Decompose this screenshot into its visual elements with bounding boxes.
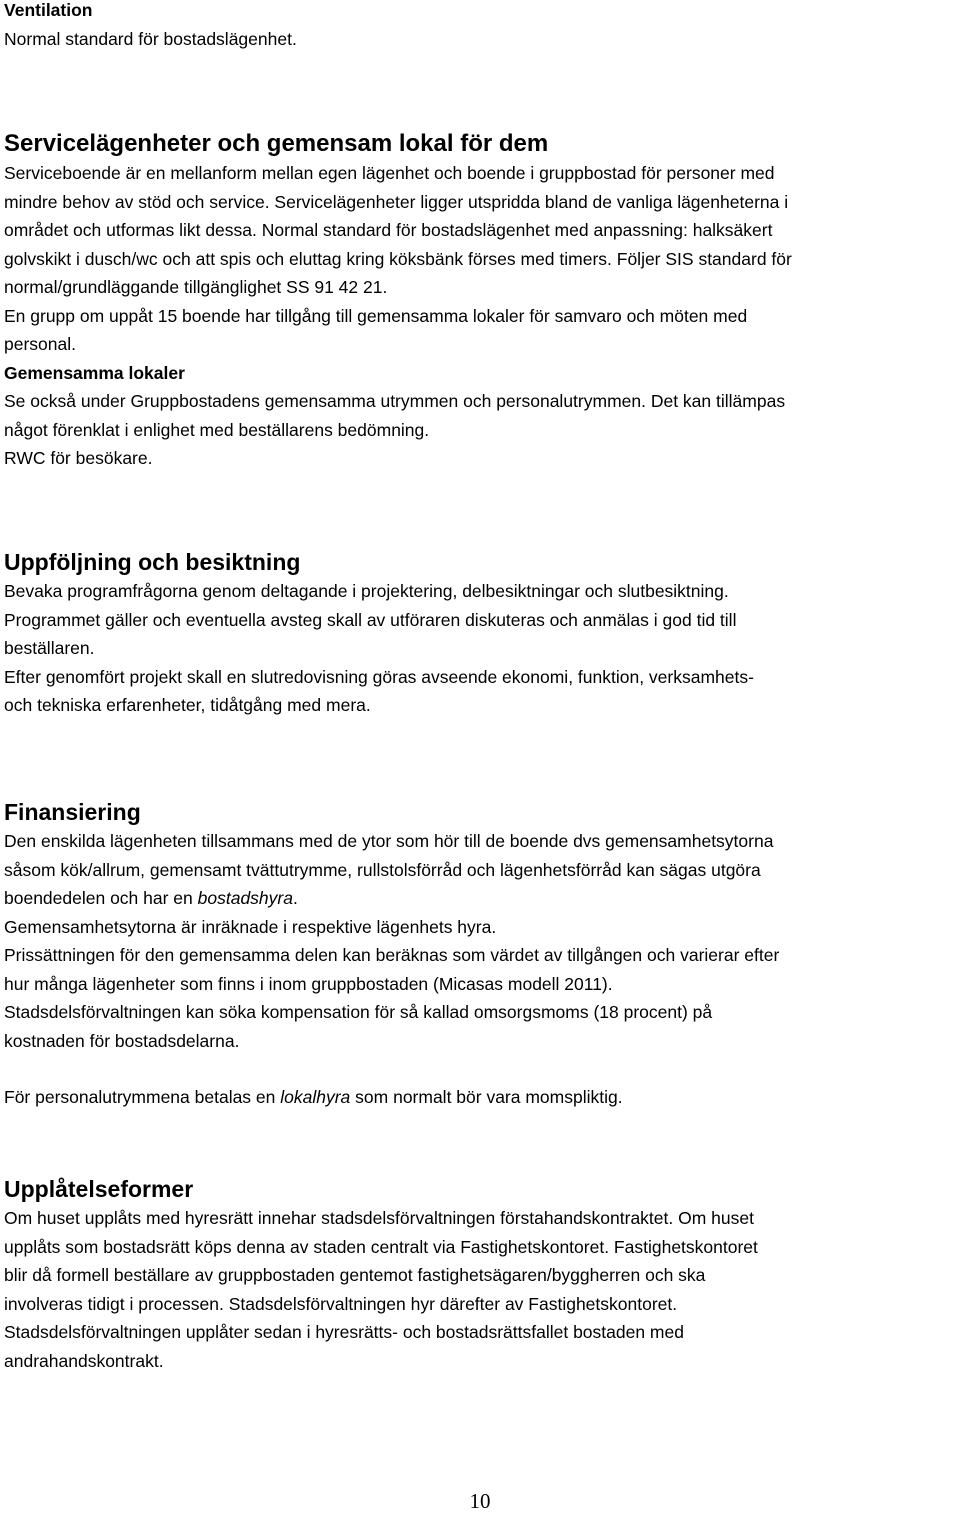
finance-line-4: Gemensamhetsytorna är inräknade i respektive lägenhets hyra. xyxy=(4,916,497,937)
service-line-3: området och utformas likt dessa. Normal standard för bostadslägenhet med anpassning: halksäkert xyxy=(4,220,773,240)
service-line-6: En grupp om uppåt 15 boende har tillgång till gemensamma lokaler för samvaro och möten med xyxy=(4,305,748,326)
followup-line-5: och tekniska erfarenheter, tidåtgång med mera. xyxy=(4,695,371,715)
service-line-10: RWC för besökare. xyxy=(4,448,153,468)
service-section xyxy=(4,129,792,473)
tenure-line-1: Om huset upplåts med hyresrätt innehar stadsdelsförvaltningen förstahandskontraktet. Om huset xyxy=(4,1208,754,1228)
finance-line-5: Prissättningen för den gemensamma delen kan beräknas som värdet av tillgången och varierar efter xyxy=(4,945,780,965)
followup-line-2: Programmet gäller och eventuella avsteg skall av utföraren diskuteras och anmälas i god tid till xyxy=(4,609,737,630)
finance-line-9: För personalutrymmena betalas en lokalhyra som normalt bör vara momspliktig. xyxy=(4,1087,623,1107)
common-spaces-subheading: Gemensamma lokaler xyxy=(4,362,185,383)
service-line-4: golvskikt i dusch/wc och att spis och eluttag kring köksbänk förses med timers. Följer SIS standard för xyxy=(4,248,792,269)
finance-section xyxy=(4,797,779,1112)
ventilation-heading: Ventilation xyxy=(4,0,93,20)
finance-line-1: Den enskilda lägenheten tillsammans med de ytor som hör till de boende dvs gemensamhetsytorna xyxy=(4,831,774,851)
service-line-7: personal. xyxy=(4,334,76,354)
finance-line-8: kostnaden för bostadsdelarna. xyxy=(4,1030,240,1051)
finance-line-3: boendedelen och har en bostadshyra. xyxy=(4,888,298,908)
service-line-1: Serviceboende är en mellanform mellan egen lägenhet och boende i gruppbostad för personer med xyxy=(4,163,775,183)
tenure-line-5: Stadsdelsförvaltningen upplåter sedan i hyresrätts- och bostadsrättsfallet bostaden med xyxy=(4,1322,684,1342)
tenure-line-4: involveras tidigt i processen. Stadsdelsförvaltningen hyr därefter av Fastighetskontoret. xyxy=(4,1293,678,1314)
finance-heading: Finansiering xyxy=(4,799,141,825)
service-heading: Servicelägenheter och gemensam lokal för dem xyxy=(4,130,549,157)
tenure-line-6: andrahandskontrakt. xyxy=(4,1350,164,1371)
finance-line-2: såsom kök/allrum, gemensamt tvättutrymme, rullstolsförråd och lägenhetsförråd kan sägas utgöra xyxy=(4,859,761,880)
followup-line-4: Efter genomfört projekt skall en slutredovisning göras avseende ekonomi, funktion, verksamhets- xyxy=(4,666,754,687)
tenure-line-2: upplåts som bostadsrätt köps denna av staden centralt via Fastighetskontoret. Fastighetskontoret xyxy=(4,1236,758,1257)
service-line-5: normal/grundläggande tillgänglighet SS 91 42 21. xyxy=(4,277,388,297)
page-number: 10 xyxy=(469,1489,491,1513)
followup-line-1: Bevaka programfrågorna genom deltagande i projektering, delbesiktningar och slutbesiktning. xyxy=(4,581,729,601)
tenure-line-3: blir då formell beställare av gruppbostaden gentemot fastighetsägaren/byggherren och ska xyxy=(4,1265,706,1285)
service-line-2: mindre behov av stöd och service. Servicelägenheter ligger utspridda bland de vanliga lägenheterna i xyxy=(4,191,789,212)
followup-heading: Uppföljning och besiktning xyxy=(4,549,301,575)
service-line-8: Se också under Gruppbostadens gemensamma utrymmen och personalutrymmen. Det kan tillämpas xyxy=(4,391,786,411)
finance-line-7: Stadsdelsförvaltningen kan söka kompensation för så kallad omsorgsmoms (18 procent) på xyxy=(4,1002,713,1022)
tenure-heading: Upplåtelseformer xyxy=(4,1176,194,1202)
finance-line-6: hur många lägenheter som finns i inom gruppbostaden (Micasas modell 2011). xyxy=(4,973,613,994)
followup-section xyxy=(4,547,754,720)
ventilation-section xyxy=(4,0,297,53)
tenure-section xyxy=(4,1174,758,1375)
ventilation-text: Normal standard för bostadslägenhet. xyxy=(4,28,297,49)
service-line-9: något förenklat i enlighet med beställarens bedömning. xyxy=(4,419,430,440)
followup-line-3: beställaren. xyxy=(4,638,95,658)
